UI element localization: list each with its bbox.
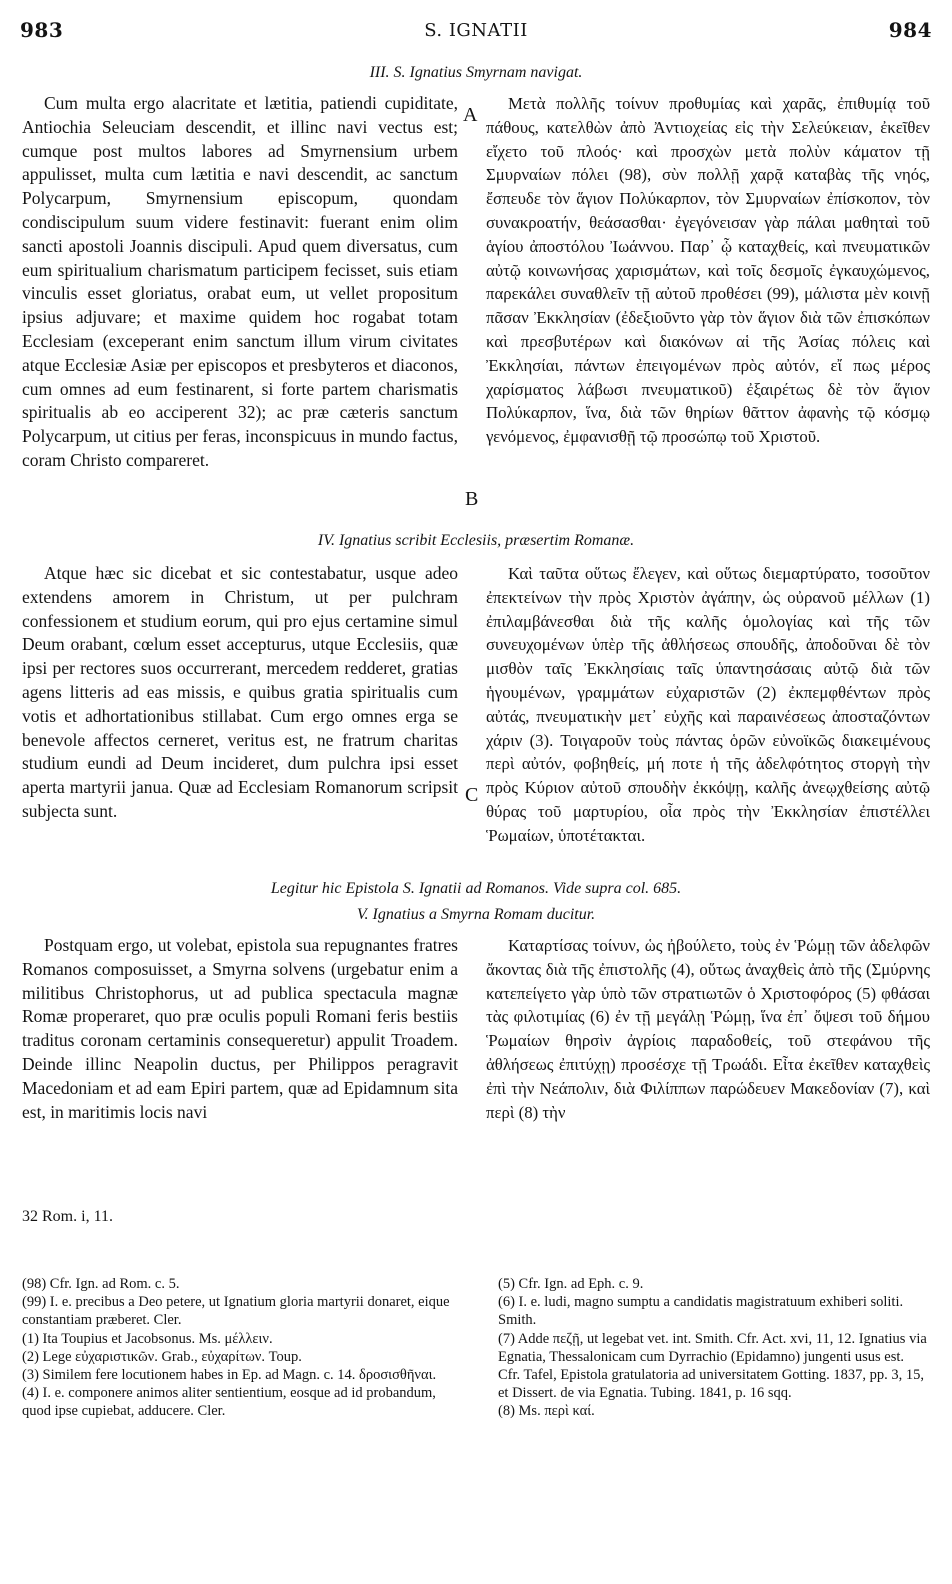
latin-column-1 <box>22 92 458 532</box>
footnote: (4) I. e. componere animos aliter sentientium, eosque ad id probandum, quod ipse cupiebat, adducere. Cler. <box>22 1385 436 1420</box>
right-page-number: 984 <box>888 18 932 42</box>
footnote: (2) Lege εὐχαριστικῶν. Grab., εὐχαρίτων. Toup. <box>22 1348 302 1365</box>
section-heading-3: III. S. Ignatius Smyrnam navigat. <box>369 64 583 81</box>
scripture-reference: 32 Rom. i, 11. <box>22 1208 113 1225</box>
footnote: (1) Ita Toupius et Jacobsonus. Ms. μέλλειν. <box>22 1330 273 1347</box>
footnote: (5) Cfr. Ign. ad Eph. c. 9. <box>498 1276 644 1292</box>
footnote: (3) Similem fere locutionem habes in Ep. ad Magn. c. 14. δροσισθῆναι. <box>22 1367 437 1384</box>
section-heading-5: V. Ignatius a Smyrna Romam ducitur. <box>356 906 596 923</box>
footnote: (8) Ms. περὶ καί. <box>498 1403 595 1420</box>
page-header <box>20 8 932 48</box>
margin-marker-a: A <box>463 104 478 126</box>
latin-paragraph-3: Postquam ergo, ut volebat, epistola sua repugnantes fratres Romanos composuisset, a Smyrna solvens (urgebatur enim a militibus Christophorus, ut ad publica spectacula magnæ Romæ properaret, quo præ oculis populi Romani feris bestiis traditus coronam certaminis consequeretur) appulit Troadem. Deinde illinc Neapolin ductus, per Philippos peragravit Macedoniam et ad eam Epiri partem, quæ ad Epidamnum sita est, in maritimis locis navi <box>22 935 458 1122</box>
footnotes-left <box>22 1275 458 1421</box>
footnotes-right <box>498 1275 928 1421</box>
margin-marker-c: C <box>465 784 479 806</box>
greek-paragraph-3: Καταρτίσας τοίνυν, ὡς ἠβούλετο, τοὺς ἐν Ῥώμῃ τῶν ἀδελφῶν ἄκοντας διὰ τῆς ἐπιστολῆς (4), οὕτως ἀναχθεὶς ἀπὸ τῆς (Σμύρνης κατεπείγετο γὰρ ὑπὸ τῶν στρατιωτῶν ὁ Χριστοφόρος (5) φθάσαι τὰς φιλοτιμίας (6) ἐν τῇ μεγάλῃ Ῥώμῃ, ἵνα ἐπ᾽ ὄψεσι τοῦ δήμου Ῥωμαίων θηρσὶν ἀγρίοις παραδοθείς, τοῦ στεφάνου τῆς ἀθλήσεως ἐπιτύχῃ) προσέσχε τῇ Τρωάδι. Εἶτα ἐκεῖθεν καταχθεὶς ἐπὶ τὴν Νεάπολιν, διὰ Φιλίππων παρώδευεν Μακεδονίαν (7), καὶ περὶ (8) τὴν <box>486 936 930 1122</box>
greek-paragraph-2: Καὶ ταῦτα οὕτως ἔλεγεν, καὶ οὕτως διεμαρτύρατο, τοσοῦτον ἐπεκτείνων τὴν πρὸς Χριστὸν ἀγάπην, ὡς οὐρανοῦ μέλλων (1) ἐπιλαμβάνεσθαι διὰ τῆς καλῆς ὁμολογίας καὶ τῆς τῶν συνευχομένων ὑπὲρ τῆς ἀθλήσεως σπουδῆς, ἀποδοῦναι δὲ τὸν μισθὸν ταῖς Ἐκκλησίαις ταῖς ὑπαντησάσαις αὐτῷ διὰ τῶν ἡγουμένων, γραμμάτων εὐχαριστῶν (2) ἐκπεμφθέντων πρὸς αὐτάς, πνευματικὴν μετ᾽ εὐχῆς καὶ παραινέσεως ἀποσταζόντων χάριν (3). Τοιγαροῦν τοὺς πάντας ὁρῶν εὐνοϊκῶς διακειμένους περὶ αὐτόν, φοβηθείς, μή ποτε ἡ τῆς ἀδελφότητος στοργὴ τὴν πρὸς Κύριον αὐτοῦ σπουδὴν ἐκκόψῃ, καλῆς ἀνεῳχθείσης αὐτῷ θύρας τοῦ μαρτυρίου, οἷα πρὸς τὴν Ἐκκλησίαν ἐπιστέλλει Ῥωμαίων, ὑποτέτακται. <box>486 564 930 845</box>
latin-column-2 <box>22 562 458 864</box>
margin-marker-b: B <box>465 488 479 510</box>
left-page-number: 983 <box>20 18 64 42</box>
footnote: (7) Adde πεζῇ, ut legebat vet. int. Smith. Cfr. Act. xvi, 11, 12. Ignatius via Egnatia, Thessalonicam cum Dyrrachio (Epidamno) jungenti usus est. Cfr. Tafel, Epistola gratulatoria ad universitatem Gotting. 1837, pp. 3, 15, et Dissert. de via Egnatia. Tubing. 1841, p. 16 sqq. <box>498 1330 927 1402</box>
greek-column-3 <box>486 934 930 1194</box>
footnote: (98) Cfr. Ign. ad Rom. c. 5. <box>22 1276 180 1292</box>
latin-paragraph-2: Atque hæc sic dicebat et sic contestabatur, usque adeo extendens amorem in Christum, ut per pulchram confessionem et studium eorum, qui pro ejus certamine simul Deum orabant, cœlum esset accepturus, utque Ecclesiis, quæ ipsi per rectores suos occurrerant, mercedem redderet, gratias agens litteris ad eas missis, e quibus gratia spiritualis cum votis et adhortationibus stillabat. Cum ergo omnes erga se benevole affectos cerneret, veritus est, ne fratrum charitas studium eundi ad Deum incideret, dum pulchra ipsi esset aperta martyrii janua. Quæ ad Ecclesiam Romanorum scripsit subjecta sunt. <box>22 563 458 821</box>
greek-paragraph-1: Μετὰ πολλῆς τοίνυν προθυμίας καὶ χαρᾶς, ἐπιθυμίᾳ τοῦ πάθους, κατελθὼν ἀπὸ Ἀντιοχείας εἰς τὴν Σελεύκειαν, ἐκεῖθεν εἴχετο τοῦ πλοός· καὶ προσχὼν μετὰ πολὺν κάματον τῇ Σμυρναίων πόλει (98), σὺν πολλῇ χαρᾷ καταβὰς τῆς νηός, ἔσπευδε τὸν ἅγιον Πολύκαρπον, τὸν Σμυρναίων ἐπίσκοπον, τὸν συνακροατήν, θεάσασθαι· ἐγεγόνεισαν γὰρ πάλαι μαθηταὶ τοῦ ἁγίου ἀποστόλου Ἰωάννου. Παρ᾽ ᾧ καταχθείς, καὶ πνευματικῶν αὐτῷ κοινωνήσας χαρισμάτων, καὶ τοῖς δεσμοῖς ἐγκαυχώμενος, παρεκάλει συναθλεῖν τῇ αὐτοῦ προθέσει (99), μάλιστα μὲν κοινῇ πᾶσαν Ἐκκλησίαν (ἐδεξιοῦντο γὰρ τὸν ἅγιον διὰ τῶν ἐπισκόπων καὶ πρεσβυτέρων καὶ διακόνων αἱ τῆς Ἀσίας πόλεις καὶ Ἐκκλησίαι, πάντων ἐπειγομένων πρὸς αὐτόν, εἴ πως μέρος χαρίσματος λάβωσι πνευματικοῦ) ἐξαιρέτως δὲ τὸν ἅγιον Πολύκαρπον, ἵνα, διὰ τῶν θηρίων θᾶττον ἀφανὴς τῷ κόσμῳ γενόμενος, ἐμφανισθῇ τῷ προσώπῳ τοῦ Χριστοῦ. <box>486 94 930 447</box>
latin-paragraph-1: Cum multa ergo alacritate et lætitia, patiendi cupiditate, Antiochia Seleuciam descendit, et illinc navi vectus est; cumque post multos labores ad Smyrnensium urbem appulisset, multa cum lætitia e navi descendit, ac sanctum Polycarpum, Smyrnensium episcopum, quondam condiscipulum suum videre festinavit: fuerant enim olim sancti apostoli Joannis discipuli. Apud quem diversatus, cum eum spiritualium charismatum participem fecisset, suis etiam vinculis esset gloriatus, orabat eum, ut vellet propositum ipsius adjuvare; et maxime quidem hoc rogabat totam Ecclesiam (exceperant enim sanctum illum virum civitates atque Ecclesiæ Asiæ per episcopos et presbyteros et diaconos, cum omnes ad eum festinarent, si forte partem charismatis spiritualis ab eo acciperent 32); ac præ cæteris sanctum Polycarpum, ut citius per feras, inconspicuus in mundo factus, coram Christo compareret. <box>22 93 458 470</box>
running-title: S. IGNATII <box>424 20 528 41</box>
footnote: (99) I. e. precibus a Deo petere, ut Ignatium gloria martyrii donaret, eique constantiam præberet. Cler. <box>22 1294 450 1329</box>
section-heading-4: IV. Ignatius scribit Ecclesiis, præsertim Romanæ. <box>317 532 635 549</box>
latin-column-3 <box>22 934 458 1194</box>
footnote: (6) I. e. ludi, magno sumptu a candidatis magistratuum exhiberi soliti. Smith. <box>498 1294 904 1329</box>
greek-column-2 <box>486 562 930 864</box>
greek-column-1 <box>486 92 930 532</box>
epistle-reference-line: Legitur hic Epistola S. Ignatii ad Romanos. Vide supra col. 685. <box>270 880 682 897</box>
